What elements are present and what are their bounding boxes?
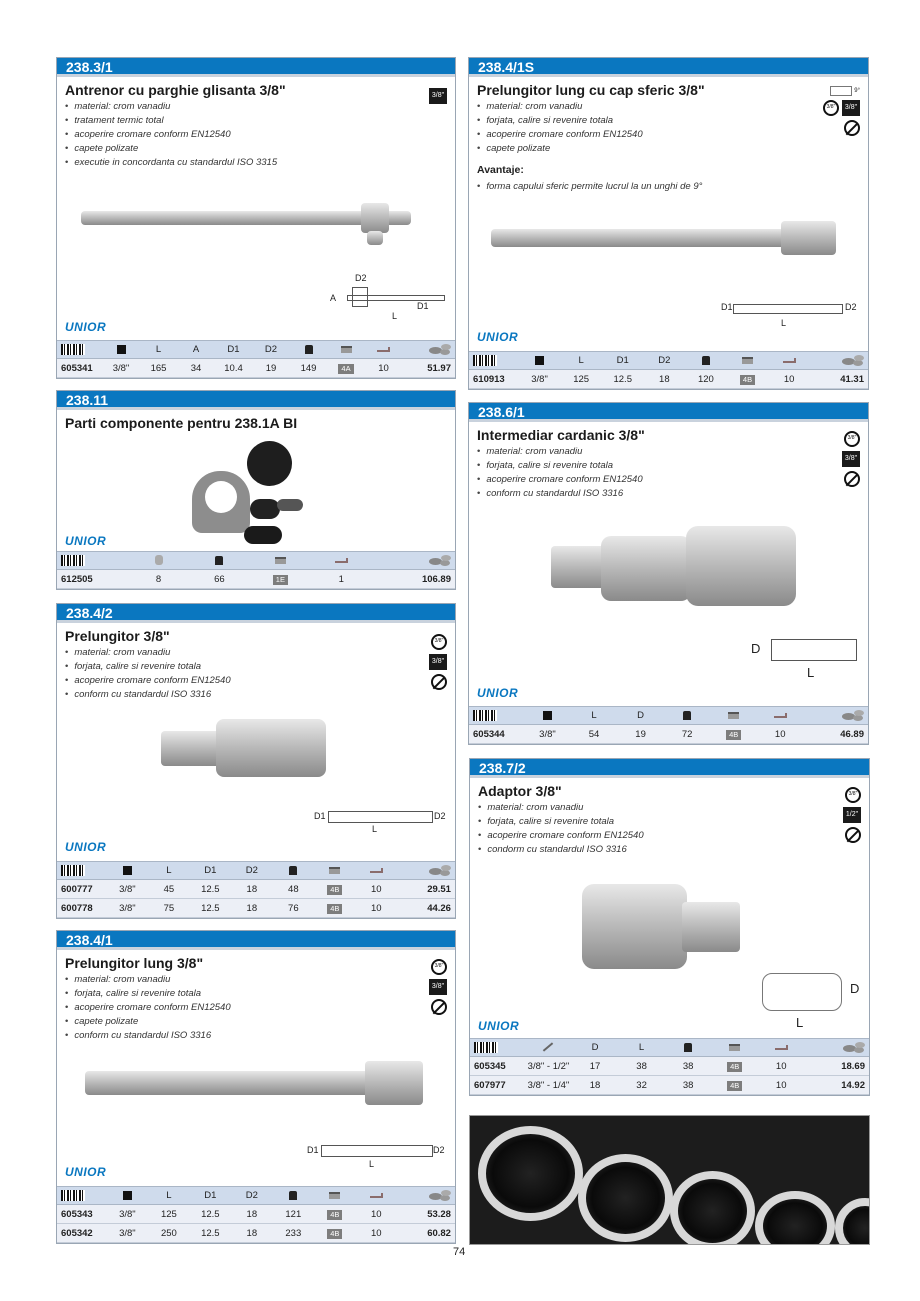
drawing-label: D1: [417, 301, 429, 311]
table-header: L D1 D2: [57, 1186, 455, 1205]
product-table: [470, 1038, 869, 1095]
feature-item: • capete polizate: [65, 142, 455, 156]
unior-logo: UNIOR: [478, 1019, 520, 1033]
feature-item: • forjata, calire si revenire totala: [477, 459, 868, 473]
feature-item: • material: crom vanadiu: [477, 100, 868, 114]
weight-icon: [305, 345, 313, 354]
product-image: [491, 221, 836, 261]
drive-size-badge: 3/8": [429, 979, 447, 995]
feature-item: • material: crom vanadiu: [477, 445, 868, 459]
drive-size-badge: 3/8": [429, 654, 447, 670]
drawing-label: A: [330, 293, 337, 303]
hand-icon: [155, 555, 163, 565]
price: 14.92: [841, 1079, 865, 1091]
dimension-drawing: D L: [760, 971, 865, 1036]
drive-size-badge: 3/8": [842, 100, 860, 116]
quantity-icon: [775, 1045, 788, 1050]
product-table: [57, 340, 455, 378]
quantity-icon: [774, 713, 787, 718]
drive-size-badge: 1/2": [843, 807, 861, 823]
spec-icons: [843, 787, 861, 843]
unior-logo: UNIOR: [65, 534, 107, 548]
quantity-icon: [370, 1193, 383, 1198]
coins-icon: [429, 1190, 451, 1200]
advantages-list: [477, 180, 868, 194]
product-card-238-3-1: [56, 57, 456, 379]
table-row[interactable]: 612505 8 66 1E 1 106.89: [57, 570, 455, 589]
package-code: 4B: [727, 1062, 742, 1072]
feature-list: [478, 801, 869, 857]
product-code: 238.4/1S: [469, 58, 868, 77]
table-header: L A D1 D2: [57, 340, 455, 359]
table-header: L D: [469, 706, 868, 725]
feature-item: • forjata, calire si revenire totala: [478, 815, 869, 829]
box-icon: [329, 1192, 340, 1199]
feature-item: • acoperire cromare conform EN12540: [477, 128, 868, 142]
unior-logo: UNIOR: [65, 840, 107, 854]
coins-icon: [429, 865, 451, 875]
drive-size-badge: 3/8": [842, 451, 860, 467]
no-impact-icon: [844, 120, 860, 136]
feature-item: • acoperire cromare conform EN12540: [65, 128, 455, 142]
product-image: [192, 441, 322, 546]
product-image: [85, 1061, 423, 1109]
feature-item: • acoperire cromare conform EN12540: [477, 473, 868, 487]
feature-list: [65, 973, 455, 1043]
table-row[interactable]: 605341 3/8" 165 34 10.4 19 149 4A 10 51.97: [57, 359, 455, 378]
table-row[interactable]: 607977 3/8" - 1/4" 18 32 38 4B 10 14.92: [470, 1076, 869, 1095]
product-table: [57, 861, 455, 918]
package-code: 4B: [327, 885, 342, 895]
unior-logo: UNIOR: [477, 330, 519, 344]
feature-item: • forjata, calire si revenire totala: [477, 114, 868, 128]
feature-item: • material: crom vanadiu: [65, 973, 455, 987]
product-table: [57, 1186, 455, 1243]
drawing-label: L: [392, 311, 398, 321]
package-code: 4B: [327, 904, 342, 914]
spec-icons: [429, 88, 447, 104]
feature-item: • acoperire cromare conform EN12540: [478, 829, 869, 843]
barcode-icon: [61, 1190, 85, 1201]
drawing-label: D2: [355, 273, 367, 283]
conversion-arrow-icon: [543, 1043, 553, 1052]
spec-icons: [823, 86, 860, 136]
product-code: 238.3/1: [57, 58, 455, 77]
feature-list: [477, 100, 868, 156]
product-title: Prelungitor lung cu cap sferic 3/8": [477, 82, 705, 98]
price: 41.31: [840, 373, 864, 385]
square-drive-icon: [543, 711, 552, 720]
coins-icon: [842, 355, 864, 365]
feature-item: • capete polizate: [65, 1015, 455, 1029]
product-table: [469, 706, 868, 744]
product-code: 238.11: [57, 391, 455, 410]
quantity-icon: [377, 347, 390, 352]
square-socket-icon: 3/8": [823, 100, 839, 116]
square-drive-icon: [123, 866, 132, 875]
square-drive-icon: [117, 345, 126, 354]
price: 106.89: [421, 573, 451, 585]
barcode-icon: [61, 865, 85, 876]
coins-icon: [429, 555, 451, 565]
product-image: [582, 884, 742, 969]
feature-item: • acoperire cromare conform EN12540: [65, 674, 455, 688]
box-icon: [329, 867, 340, 874]
spec-icons: [429, 959, 447, 1015]
dimension-drawing: D1 L D2: [314, 811, 446, 834]
table-row[interactable]: 605344 3/8" 54 19 72 4B 10 46.89: [469, 725, 868, 744]
table-row[interactable]: 605342 3/8" 250 12.5 18 233 4B 10 60.82: [57, 1224, 455, 1243]
square-socket-icon: 3/8": [845, 787, 861, 803]
product-image: [81, 203, 411, 273]
quantity-icon: [370, 868, 383, 873]
product-title: Prelungitor lung 3/8": [65, 955, 204, 971]
price: 18.69: [841, 1060, 865, 1072]
feature-item: • material: crom vanadiu: [65, 100, 455, 114]
spec-icons: [842, 431, 860, 487]
quantity-icon: [335, 558, 348, 563]
ball-angle-icon: 9°: [830, 86, 860, 96]
unior-logo: UNIOR: [477, 686, 519, 700]
dimension-drawing: D L: [749, 635, 864, 685]
weight-icon: [289, 1191, 297, 1200]
product-card-238-6-1: [468, 402, 869, 745]
no-impact-icon: [845, 827, 861, 843]
table-row[interactable]: 600777 3/8" 45 12.5 18 48 4B 10 29.51: [57, 880, 455, 899]
feature-item: • material: crom vanadiu: [65, 646, 455, 660]
product-card-238-4-2: [56, 603, 456, 919]
square-socket-icon: 3/8": [431, 959, 447, 975]
table-row[interactable]: 605343 3/8" 125 12.5 18 121 4B 10 53.28: [57, 1205, 455, 1224]
weight-icon: [683, 711, 691, 720]
product-title: Intermediar cardanic 3/8": [477, 427, 645, 443]
no-impact-icon: [431, 999, 447, 1015]
square-drive-icon: [123, 1191, 132, 1200]
barcode-icon: [473, 355, 497, 366]
dimension-drawing: D1 L D2: [721, 302, 857, 328]
barcode-icon: [61, 555, 85, 566]
sockets-photo: [469, 1115, 870, 1245]
price: 60.82: [427, 1227, 451, 1239]
product-table: [57, 551, 455, 589]
square-socket-icon: 3/8": [431, 634, 447, 650]
advantages-title: Avantaje:: [477, 164, 524, 176]
feature-list: [65, 100, 455, 170]
box-icon: [728, 712, 739, 719]
product-card-238-11: [56, 390, 456, 590]
product-card-238-4-1s: [468, 57, 869, 390]
price: 51.97: [427, 362, 451, 374]
table-row[interactable]: 600778 3/8" 75 12.5 18 76 4B 10 44.26: [57, 899, 455, 918]
feature-item: • condorm cu standardul ISO 3316: [478, 843, 869, 857]
coins-icon: [429, 344, 451, 354]
feature-item: • conform cu standardul ISO 3316: [477, 487, 868, 501]
table-row[interactable]: 610913 3/8" 125 12.5 18 120 4B 10 41.31: [469, 370, 868, 389]
product-title: Antrenor cu parghie glisanta 3/8": [65, 82, 286, 98]
product-code: 238.4/2: [57, 604, 455, 623]
no-impact-icon: [844, 471, 860, 487]
product-card-238-4-1: [56, 930, 456, 1244]
feature-item: • acoperire cromare conform EN12540: [65, 1001, 455, 1015]
product-title: Prelungitor 3/8": [65, 628, 170, 644]
advantage-item: • forma capului sferic permite lucrul la un unghi de 9°: [477, 180, 868, 194]
page-number: 74: [453, 1246, 466, 1258]
product-code: 238.7/2: [470, 759, 869, 778]
feature-item: • forjata, calire si revenire totala: [65, 660, 455, 674]
feature-list: [65, 646, 455, 702]
square-drive-icon: [535, 356, 544, 365]
package-code: 4B: [327, 1210, 342, 1220]
quantity-icon: [783, 358, 796, 363]
weight-icon: [289, 866, 297, 875]
table-header: D L: [470, 1038, 869, 1057]
product-code: 238.6/1: [469, 403, 868, 422]
product-table: [469, 351, 868, 389]
price: 53.28: [427, 1208, 451, 1220]
box-icon: [742, 357, 753, 364]
price: 29.51: [427, 883, 451, 895]
feature-item: • conform cu standardul ISO 3316: [65, 688, 455, 702]
feature-item: • executie in concordanta cu standardul ISO 3315: [65, 156, 455, 170]
feature-item: • tratament termic total: [65, 114, 455, 128]
barcode-icon: [474, 1042, 498, 1053]
weight-icon: [684, 1043, 692, 1052]
package-code: 1E: [273, 575, 288, 585]
feature-item: • capete polizate: [477, 142, 868, 156]
product-code: 238.4/1: [57, 931, 455, 950]
dimension-drawing: [327, 273, 447, 323]
weight-icon: [215, 556, 223, 565]
unior-logo: UNIOR: [65, 1165, 107, 1179]
product-card-238-7-2: [469, 758, 870, 1096]
package-code: 4A: [338, 364, 353, 374]
product-image: [551, 521, 801, 611]
product-title: Adaptor 3/8": [478, 783, 562, 799]
barcode-icon: [473, 710, 497, 721]
package-code: 4B: [327, 1229, 342, 1239]
product-image: [161, 719, 326, 779]
price: 46.89: [840, 728, 864, 740]
barcode-icon: [61, 344, 85, 355]
package-code: 4B: [726, 730, 741, 740]
coins-icon: [843, 1042, 865, 1052]
package-code: 4B: [740, 375, 755, 385]
feature-item: • conform cu standardul ISO 3316: [65, 1029, 455, 1043]
feature-list: [477, 445, 868, 501]
table-row[interactable]: 605345 3/8" - 1/2" 17 38 38 4B 10 18.69: [470, 1057, 869, 1076]
table-header: L D1 D2: [57, 861, 455, 880]
box-icon: [341, 346, 352, 353]
table-header: L D1 D2: [469, 351, 868, 370]
weight-icon: [702, 356, 710, 365]
feature-item: • material: crom vanadiu: [478, 801, 869, 815]
spec-icons: [429, 634, 447, 690]
product-title: Parti componente pentru 238.1A BI: [65, 415, 298, 431]
dimension-drawing: D1 L D2: [307, 1145, 445, 1169]
coins-icon: [842, 710, 864, 720]
box-icon: [729, 1044, 740, 1051]
package-code: 4B: [727, 1081, 742, 1091]
price: 44.26: [427, 902, 451, 914]
feature-item: • forjata, calire si revenire totala: [65, 987, 455, 1001]
drive-size-badge: 3/8": [429, 88, 447, 104]
square-socket-icon: 3/8": [844, 431, 860, 447]
unior-logo: UNIOR: [65, 320, 107, 334]
box-icon: [275, 557, 286, 564]
table-header: [57, 551, 455, 570]
no-impact-icon: [431, 674, 447, 690]
